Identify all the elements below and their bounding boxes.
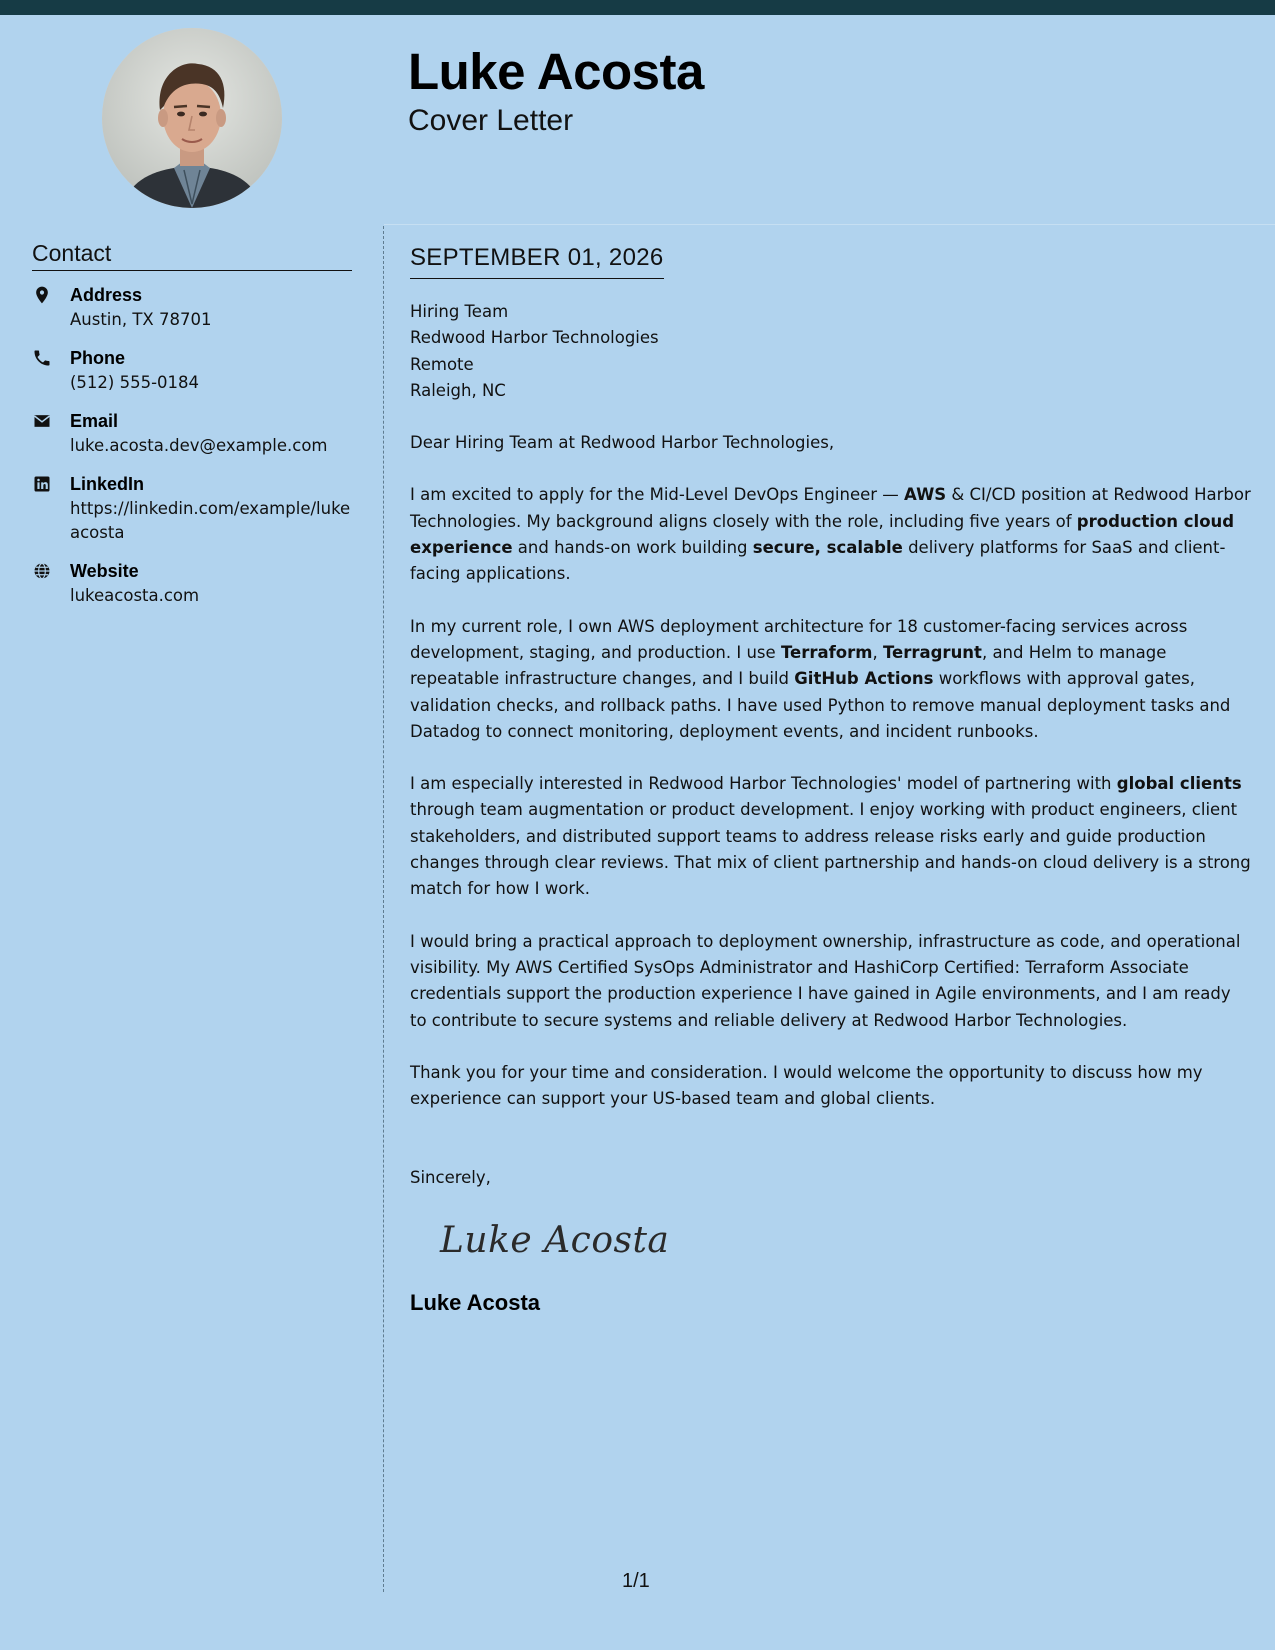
paragraph-text: I would bring a practical approach to deployment ownership, infrastructure as code, and operational visibility. My AWS Certified SysOps Administrator and HashiCorp Certified: Terraform Associate credentials support the production experience I have gained in Agile environments, and I am ready to contribute to secure systems and reliable delivery at Redwood Harbor Technologies. (410, 931, 1241, 1030)
page-title: Luke Acosta (408, 43, 704, 100)
letter-paragraph (410, 929, 1252, 1034)
contact-value[interactable]: luke.acosta.dev@example.com (70, 436, 328, 455)
letter-paragraph (410, 614, 1252, 745)
recipient-line: Raleigh, NC (410, 380, 506, 400)
linkedin-icon (32, 474, 52, 494)
paragraph-text: Thank you for your time and consideration. I would welcome the opportunity to discuss how my experience can support your US-based team and global clients. (410, 1062, 1203, 1109)
page-subtitle: Cover Letter (408, 104, 574, 137)
recipient-line: Redwood Harbor Technologies (410, 328, 659, 348)
header-divider (384, 224, 1275, 225)
emphasis-text: GitHub Actions (794, 669, 934, 689)
letter-paragraph (410, 1060, 1252, 1113)
letter-paragraph (410, 482, 1252, 587)
paragraph-text: , and Helm to manage repeatable infrastructure changes, and I build (410, 642, 1167, 689)
profile-photo (102, 28, 282, 208)
letter-paragraphs (410, 482, 1252, 1112)
emphasis-text: Terragrunt (882, 642, 982, 662)
paragraph-text: I am especially interested in Redwood Harbor Technologies' model of partnering with (410, 774, 1117, 794)
contact-email (32, 409, 352, 458)
salutation: Dear Hiring Team at Redwood Harbor Technologies, (410, 433, 835, 453)
page-number: 1/1 (622, 1570, 650, 1592)
letter-body (410, 244, 1252, 1316)
contact-sidebar (32, 240, 352, 622)
signature: Luke Acosta (440, 1219, 670, 1261)
contact-address (32, 283, 352, 332)
contact-value[interactable]: https://linkedin.com/example/lukeacosta (70, 499, 351, 542)
recipient-block (410, 299, 1252, 404)
contact-label: Email (70, 411, 119, 431)
contact-heading: Contact (32, 240, 352, 271)
column-divider (383, 226, 384, 1592)
contact-label: Website (70, 561, 139, 581)
top-bar (0, 0, 1275, 15)
signed-name: Luke Acosta (410, 1289, 541, 1315)
location-pin-icon (32, 285, 52, 305)
paragraph-text: through team augmentation or product development. I enjoy working with product engineers, client stakeholders, and distributed support teams to address release risks early and guide production changes through clear reviews. That mix of client partnership and hands-on cloud delivery is a strong match for how I work. (410, 800, 1251, 899)
recipient-line: Hiring Team (410, 302, 509, 321)
envelope-icon (32, 411, 52, 431)
contact-linkedin (32, 472, 352, 545)
paragraph-text: delivery platforms for SaaS and client-facing applications. (410, 538, 1226, 584)
paragraph-text: In my current role, I own AWS deployment architecture for 18 customer-facing services across development, staging, and production. I use (410, 616, 1188, 662)
emphasis-text: Terraform (780, 642, 873, 662)
paragraph-text: workflows with approval gates, validation checks, and rollback paths. I have used Python to remove manual deployment tasks and Datadog to connect monitoring, deployment events, and incident runbooks. (410, 669, 1231, 741)
emphasis-text: AWS (904, 485, 947, 505)
letter-paragraph (410, 771, 1252, 902)
letter-date: SEPTEMBER 01, 2026 (410, 244, 664, 279)
paragraph-text: , (872, 642, 883, 662)
emphasis-text: production cloud experience (410, 511, 1235, 558)
paragraph-text: and hands-on work building (512, 538, 753, 558)
paragraph-text: & CI/CD position at Redwood Harbor Technologies. My background aligns closely with the role, including five years of (410, 485, 1251, 531)
emphasis-text: secure, scalable (752, 538, 903, 558)
contact-value: Austin, TX 78701 (70, 310, 212, 329)
paragraph-text: I am excited to apply for the Mid-Level DevOps Engineer — (410, 485, 905, 505)
contact-value[interactable]: lukeacosta.com (70, 586, 200, 605)
portrait-photo-icon (102, 28, 282, 208)
globe-icon (32, 561, 52, 581)
phone-icon (32, 348, 52, 368)
contact-label: Phone (70, 348, 126, 368)
emphasis-text: global clients (1116, 774, 1242, 794)
contact-label: LinkedIn (70, 474, 145, 494)
closing: Sincerely, (410, 1168, 491, 1188)
contact-value: (512) 555-0184 (70, 373, 200, 392)
contact-label: Address (70, 285, 143, 305)
contact-phone (32, 346, 352, 395)
contact-website (32, 559, 352, 608)
recipient-line: Remote (410, 354, 474, 374)
